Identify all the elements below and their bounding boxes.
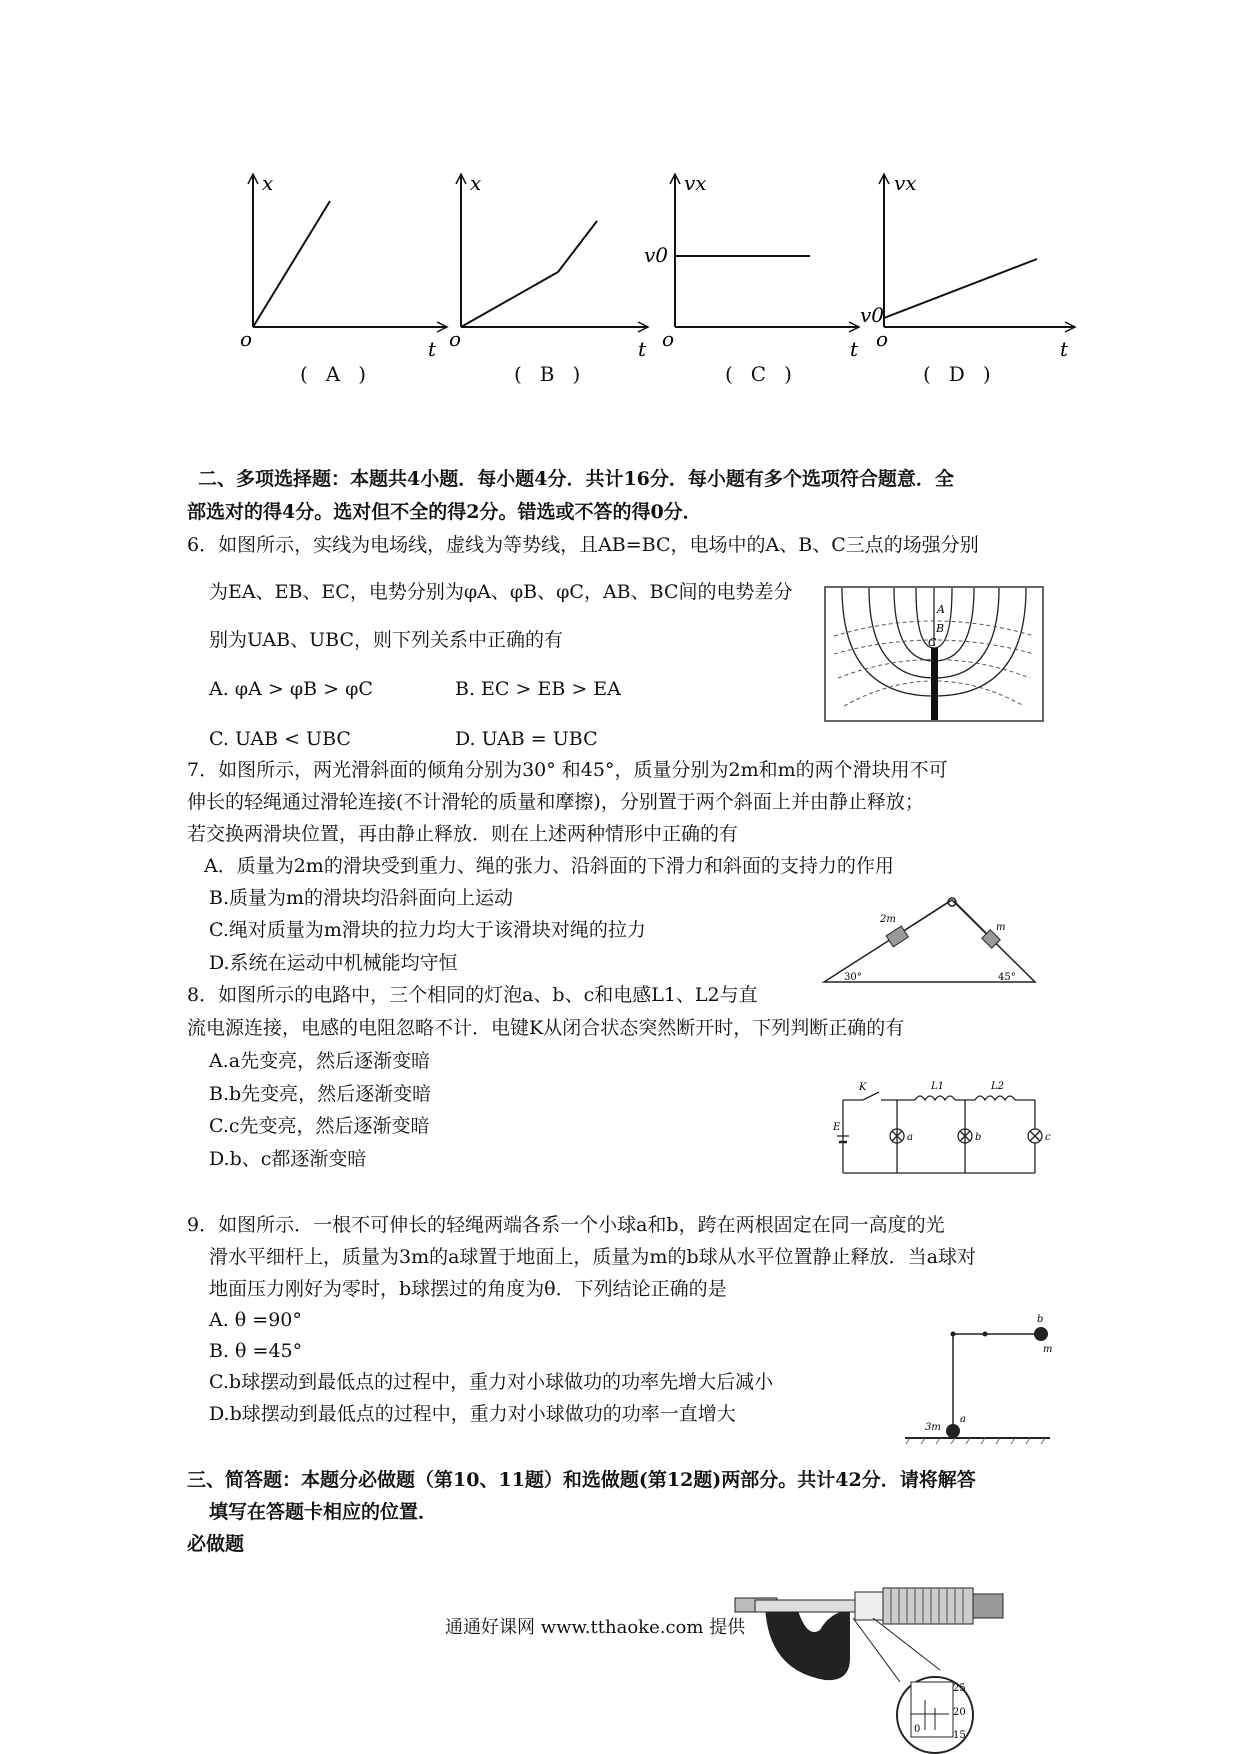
q7-label-45: 45° [998, 972, 1016, 983]
q7-option-b: B.质量为m的滑块均沿斜面向上运动 [209, 887, 514, 909]
micrometer-scale-15: 15 [953, 1730, 966, 1741]
q8-label-l2: L2 [991, 1081, 1005, 1092]
q9-stem-line1: 9．如图所示．一根不可伸长的轻绳两端各系一个小球a和b，跨在两根固定在同一高度的光 [187, 1214, 945, 1236]
graph-c-yaxis: vx [684, 171, 707, 195]
q8-label-a: a [907, 1132, 913, 1143]
q6-stem-line2: 为EA、EB、EC，电势分别为φA、φB、φC，AB、BC间的电势差分 [209, 581, 793, 603]
q8-stem-line1: 8．如图所示的电路中，三个相同的灯泡a、b、c和电感L1、L2与直 [187, 984, 758, 1006]
q8-option-b: B.b先变亮，然后逐渐变暗 [209, 1083, 432, 1105]
q8-label-e: E [833, 1122, 841, 1133]
graph-b-origin: o [449, 327, 462, 351]
q9-label-m: m [1043, 1344, 1053, 1355]
graph-d-label: (D) [923, 362, 1009, 386]
section3-required-label: 必做题 [187, 1533, 245, 1555]
q8-option-d: D.b、c都逐渐变暗 [209, 1148, 367, 1170]
micrometer-scale-25: 25 [953, 1683, 966, 1694]
q6-option-b: B. EC > EB > EA [455, 678, 621, 700]
graph-d-v0: v0 [860, 303, 885, 327]
q9-stem-line3: 地面压力刚好为零时，b球摆过的角度为θ．下列结论正确的是 [209, 1278, 727, 1300]
graph-c-v0: v0 [644, 243, 669, 267]
micrometer-figure [735, 1570, 1040, 1754]
q8-label-k: K [859, 1082, 867, 1093]
graph-b-xaxis: t [638, 337, 647, 361]
graph-b-yaxis: x [470, 171, 482, 195]
q6-stem-line1: 6．如图所示，实线为电场线，虚线为等势线，且AB=BC，电场中的A、B、C三点的场强分别 [187, 534, 979, 556]
q7-label-30: 30° [844, 972, 862, 983]
motion-graphs [0, 150, 1240, 400]
graph-d-line [884, 259, 1037, 318]
graph-d-yaxis: vx [894, 171, 917, 195]
q7-stem-line1: 7．如图所示，两光滑斜面的倾角分别为30° 和45°，质量分别为2m和m的两个滑块用不可 [187, 759, 948, 781]
section3-heading-line2: 填写在答题卡相应的位置． [209, 1501, 438, 1523]
graph-c-label: (C) [725, 362, 810, 386]
section3-heading-line1: 三、简答题：本题分必做题（第10、11题）和选做题(第12题)两部分。共计42分．请将解答 [187, 1469, 976, 1491]
graph-a-xaxis: t [428, 337, 437, 361]
graph-d-xaxis: t [1060, 337, 1069, 361]
q8-label-c: c [1045, 1132, 1051, 1143]
q9-option-b: B. θ =45° [209, 1340, 303, 1362]
graph-b-line2 [558, 221, 597, 272]
q6-option-a: A. φA > φB > φC [209, 678, 373, 700]
q7-stem-line2: 伸长的轻绳通过滑轮连接(不计滑轮的质量和摩擦)，分别置于两个斜面上并由静止释放； [187, 791, 924, 813]
graph-a-origin: o [240, 327, 253, 351]
q8-option-a: A.a先变亮，然后逐渐变暗 [209, 1050, 431, 1072]
q7-option-d: D.系统在运动中机械能均守恒 [209, 952, 458, 974]
q9-option-d: D.b球摆动到最低点的过程中，重力对小球做功的功率一直增大 [209, 1403, 736, 1425]
q7-stem-line3: 若交换两滑块位置，再由静止释放．则在上述两种情形中正确的有 [187, 823, 739, 845]
q9-pendulum-figure [900, 1310, 1060, 1445]
q9-stem-line2: 滑水平细杆上，质量为3m的a球置于地面上，质量为m的b球从水平位置静止释放．当a球对 [209, 1246, 976, 1268]
q6-label-b: B [936, 622, 945, 635]
graph-b-line1 [461, 272, 558, 327]
graph-d-origin: o [876, 327, 889, 351]
q8-stem-line2: 流电源连接，电感的电阻忽略不计．电键K从闭合状态突然断开时，下列判断正确的有 [187, 1017, 905, 1039]
q9-label-3m: 3m [925, 1422, 941, 1433]
q6-label-a: A [937, 603, 945, 616]
section2-heading-line2: 部选对的得4分。选对但不全的得2分。错选或不答的得0分． [187, 501, 702, 523]
page-footer: 通通好课网 www.tthaoke.com 提供 [445, 1617, 746, 1638]
q9-label-b: b [1037, 1314, 1044, 1325]
graph-c-xaxis: t [850, 337, 859, 361]
q7-option-a: A．质量为2m的滑块受到重力、绳的张力、沿斜面的下滑力和斜面的支持力的作用 [204, 855, 894, 877]
q9-option-c: C.b球摆动到最低点的过程中，重力对小球做功的功率先增大后减小 [209, 1371, 774, 1393]
q8-label-l1: L1 [931, 1081, 945, 1092]
q8-label-b: b [975, 1132, 982, 1143]
q9-label-a: a [960, 1414, 966, 1425]
graph-a-yaxis: x [262, 171, 274, 195]
q8-option-c: C.c先变亮，然后逐渐变暗 [209, 1115, 430, 1137]
q7-label-m: m [996, 922, 1006, 933]
q6-label-c: C [928, 636, 937, 649]
graph-a-label: (A) [300, 362, 385, 386]
q7-incline-figure [820, 892, 1045, 992]
graph-b-label: (B) [514, 362, 599, 386]
q7-option-c: C.绳对质量为m滑块的拉力均大于该滑块对绳的拉力 [209, 919, 646, 941]
section2-heading-line1: 二、多项选择题：本题共4小题．每小题4分．共计16分．每小题有多个选项符合题意．全 [198, 468, 954, 490]
graph-a-line [253, 201, 330, 327]
q6-option-d: D. UAB = UBC [455, 728, 598, 750]
graph-c-origin: o [662, 327, 675, 351]
q7-label-2m: 2m [880, 914, 896, 925]
q6-option-c: C. UAB < UBC [209, 728, 351, 750]
q9-option-a: A. θ =90° [209, 1309, 302, 1331]
micrometer-scale-20: 20 [953, 1707, 966, 1718]
micrometer-zero: 0 [914, 1724, 921, 1735]
q8-circuit-figure [835, 1078, 1055, 1178]
q6-stem-line3: 别为UAB、UBC，则下列关系中正确的有 [209, 629, 563, 651]
q6-electric-field-figure [824, 586, 1044, 722]
